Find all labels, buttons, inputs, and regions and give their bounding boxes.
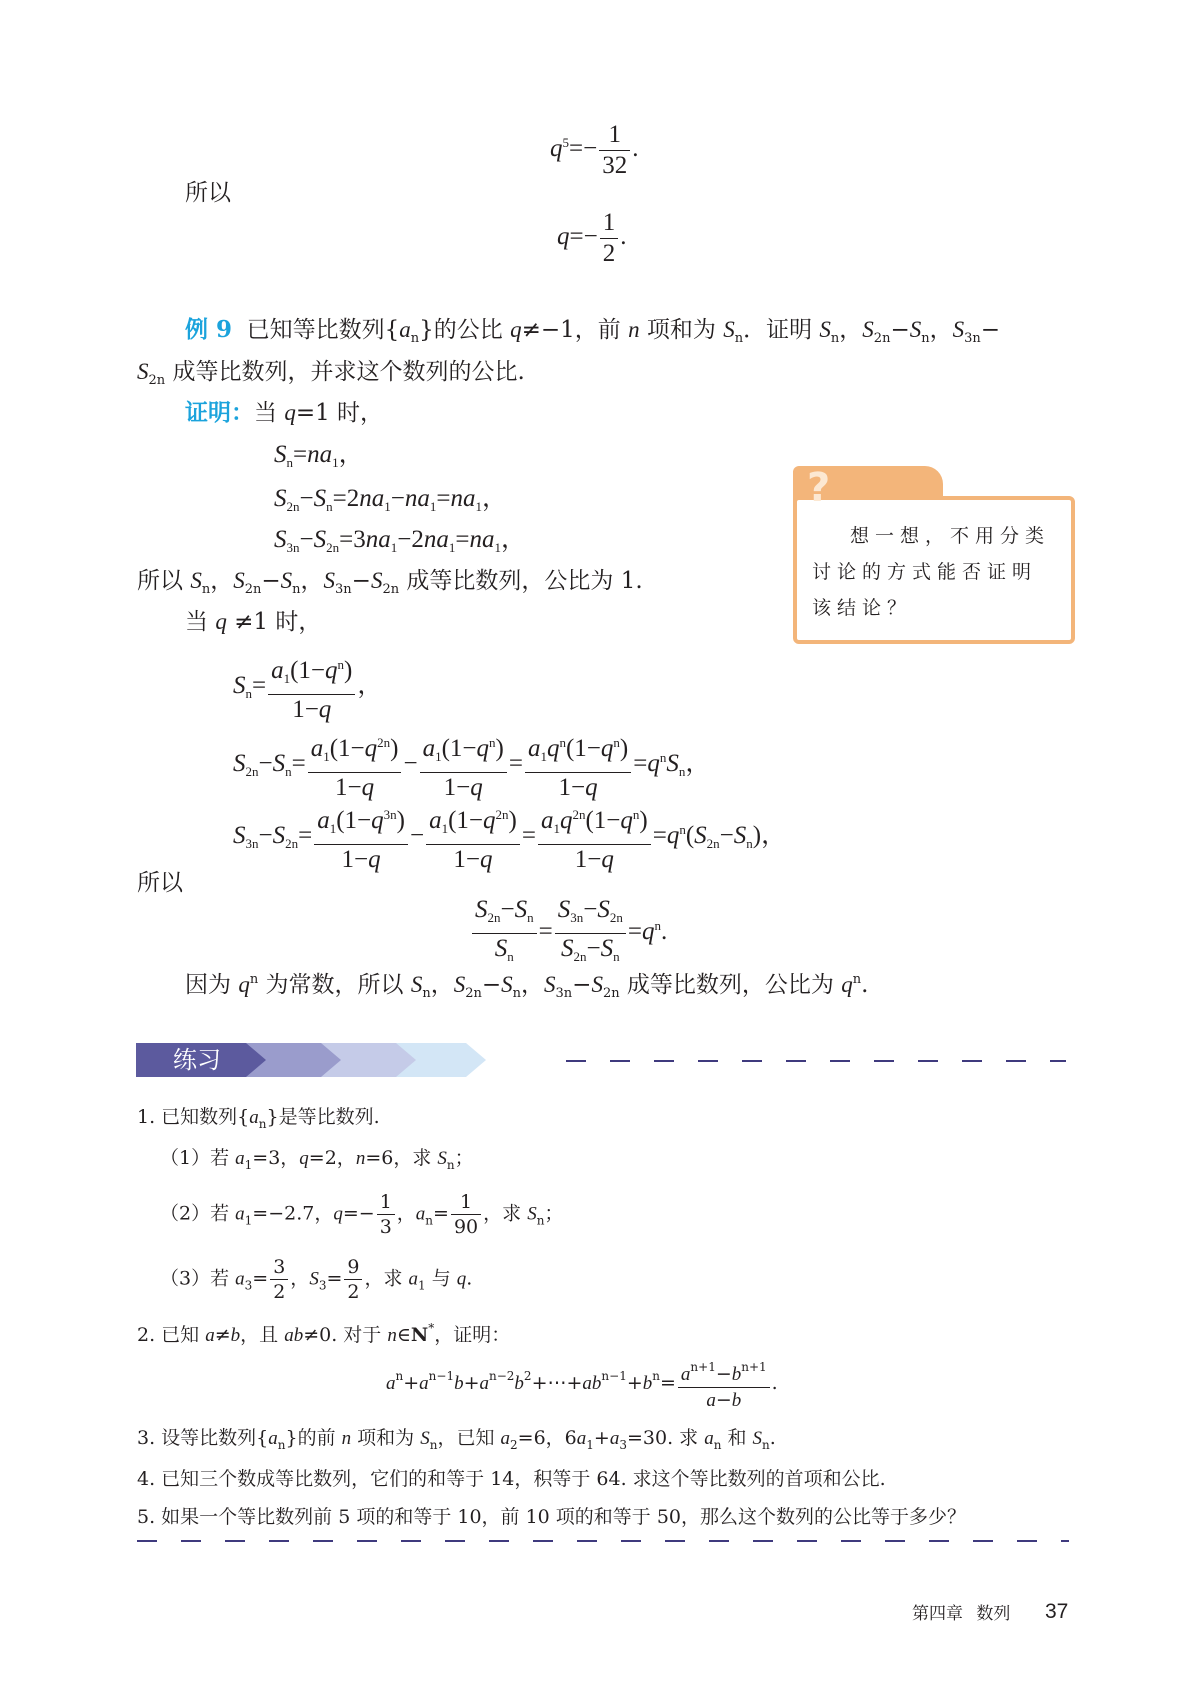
practice-q1-2: （2）若 $a_1=-2.7$，q=− $\frac{1}{3}$ ，$a_n=$ $\frac{1}{90}$ ，求 $S_n$； [160,1191,564,1238]
example-label: 例 9 [185,316,233,343]
practice-q2: 2. 已知 a≠b，且 ab≠0. 对于 n∈N*，证明： [137,1321,511,1346]
ratio-equation: $\frac{S_{2n}-S_n}{S_n}$ = $\frac{S_{3n}-S_{2n}}{S_{2n}-S_n}$ $=q^n$. [470,895,667,972]
practice-q1: 1. 已知数列$\{a_n\}$是等比数列. [137,1106,380,1131]
practice-q3: 3. 设等比数列$\{a_n\}$的前 n 项和为 $S_n$，已知 $a_2=6$，$6a_1+a_3=30$. 求 $a_n$ 和 $S_n$. [137,1427,776,1452]
proof-eq-b: $S_{2n}-S_n=2na_1-na_1=na_1$， [274,485,507,514]
proof-eq-c: $S_{3n}-S_{2n}=3na_1-2na_1=na_1$， [274,526,526,555]
example-line-1: 例 9 已知等比数列$\{a_n\}$的公比 q≠−1，前 n 项和为 $S_n$．证明 $S_n$，$S_{2n}-S_n$，$S_{3n}-$ [185,316,1001,346]
footer-chapter: 第四章 数列 [912,1604,1011,1624]
final-conclusion: 因为 $q^n$ 为常数，所以 $S_n$，$S_{2n}-S_n$，$S_{3n}-S_{2n}$ 成等比数列，公比为 $q^n$. [185,972,869,1001]
practice-q1-1: （1）若 $a_1=3$，q=2，n=6，求 $S_n$； [160,1147,474,1172]
example-line-2: $S_{2n}$ 成等比数列，并求这个数列的公比. [137,359,525,388]
proof-case-1: 证明：当 q=1 时， [185,399,384,426]
equation-q: q=− $\frac{1}{2}$ . [557,209,627,267]
suoyi-2: 所以 [137,870,183,896]
tip-text: 想一想，不用分类讨论的方式能否证明该结论？ [812,525,1051,619]
practice-q4: 4. 已知三个数成等比数列，它们的和等于 14，积等于 64. 求这个等比数列的首项和公比. [137,1468,886,1490]
case-2: 当 q ≠1 时， [185,609,322,635]
dash-divider-bottom [137,1540,1069,1542]
proof-eq-a: $S_n=na_1$， [274,441,364,470]
practice-q5: 5. 如果一个等比数列前 5 项的和等于 10，前 10 项的和等于 50，那么这个数列的公比等于多少？ [137,1506,967,1528]
question-mark-icon: ? [807,465,831,511]
suoyi-1: 所以 [185,180,231,206]
page-number: 37 [1045,1600,1069,1623]
conclusion-1: 所以 $S_n$，$S_{2n}-S_n$，$S_{3n}-S_{2n}$ 成等比数列，公比为 1. [137,568,643,597]
equation-q5: $q^5=-$ $\frac{1}{32}$ . [550,121,639,179]
practice-title: 练习 [173,1046,221,1074]
dash-divider-top [566,1060,1066,1062]
s2n-formula: $S_{2n}-S_n=$ $\frac{a_1(1-q^{2n})}{1-q}$ − $\frac{a_1(1-q^n)}{1-q}$ = $\frac{a_1q^n(1-q^n)}{1-q}$ $=q^nS_n$， [233,728,710,803]
s3n-formula: $S_{3n}-S_{2n}=$ $\frac{a_1(1-q^{3n})}{1-q}$ − $\frac{a_1(1-q^{2n})}{1-q}$ = $\frac{a_1q^{2n}(1-q^n)}{1-q}$ $=q^n(S_{2n}-S_n)$， [233,800,786,875]
proof-label: 证明： [185,399,254,426]
sn-formula: $S_n=$ $\frac{a_1(1-q^n)}{1-q}$ ， [233,650,382,725]
practice-q2-formula: $a^n+a^{n-1}b+a^{n-2}b^2+\cdots+ab^{n-1}+b^n=$ $\frac{a^{n+1}-b^{n+1}}{a-b}$ . [386,1355,778,1413]
practice-q1-3: （3）若 $a_3=$ $\frac{3}{2}$ ，$S_3=$ $\frac{9}{2}$ ，求 $a_1$ 与 q. [160,1256,473,1303]
